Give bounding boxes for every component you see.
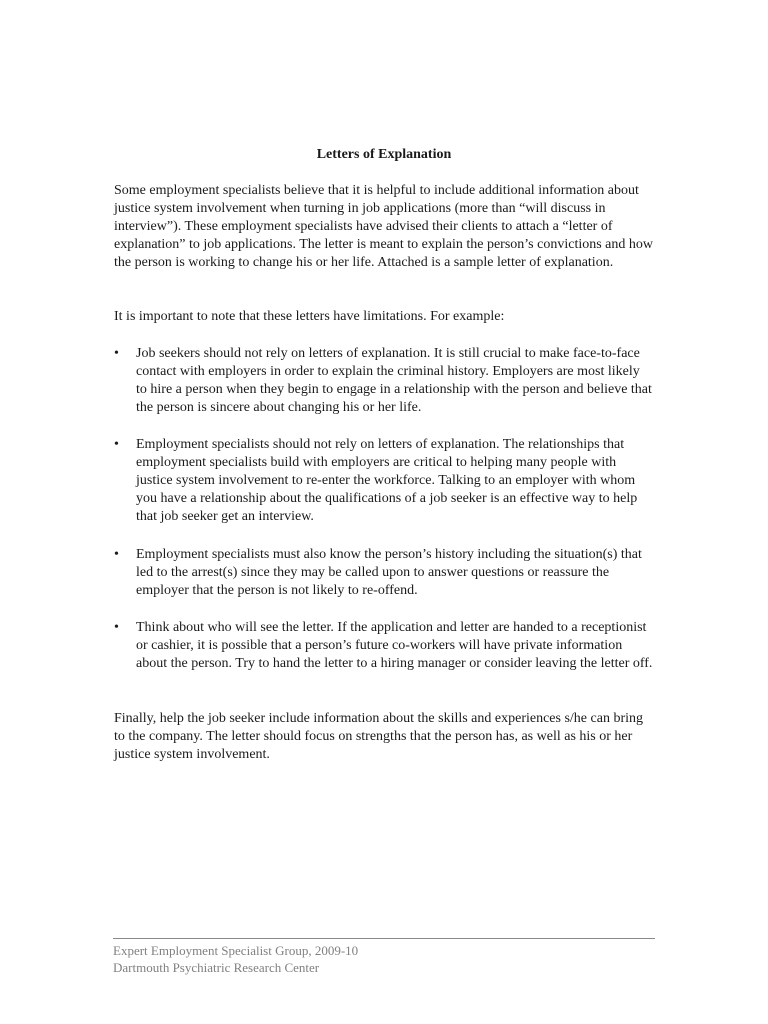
bullet-icon: • bbox=[114, 547, 119, 562]
limitations-paragraph: It is important to note that these letters have limitations. For example: bbox=[114, 309, 505, 324]
bullet-text: Think about who will see the letter. If the application and letter are handed to a receptionist or cashier, it is possible that a person’s future co-workers will have private information about the person. Try to hand the letter to a hiring manager or consider leaving the letter off. bbox=[136, 620, 653, 671]
footer-divider bbox=[113, 938, 655, 939]
closing-paragraph: Finally, help the job seeker include information about the skills and experiences s/he can bring to the company. The letter should focus on strengths that the person has, as well as his or her justice system involvement. bbox=[114, 711, 643, 762]
footer-organization: Expert Employment Specialist Group, 2009-10 bbox=[113, 943, 359, 958]
document-title: Letters of Explanation bbox=[316, 147, 452, 162]
bullet-icon: • bbox=[114, 346, 119, 361]
bullet-text: Job seekers should not rely on letters of explanation. It is still crucial to make face-to-face contact with employers in order to explain the criminal history. Employers are most likely to hire a person when they begin to engage in a relationship with the person and believe that the person is sincere about changing his or her life. bbox=[136, 346, 652, 415]
intro-paragraph: Some employment specialists believe that it is helpful to include additional information about justice system involvement when turning in job applications (more than “will discuss in interview”). These employment specialists have advised their clients to attach a “letter of explanation” to job applications. The letter is meant to explain the person’s convictions and how the person is working to change his or her life. Attached is a sample letter of explanation. bbox=[114, 183, 653, 270]
bullet-icon: • bbox=[114, 437, 119, 452]
footer-institution: Dartmouth Psychiatric Research Center bbox=[113, 960, 320, 975]
bullet-text: Employment specialists should not rely on letters of explanation. The relationships that employment specialists build with employers are critical to helping many people with justice system involvement to re-enter the workforce. Talking to an employer with whom you have a relationship about the qualifications of a job seeker is an effective way to help that job seeker get an interview. bbox=[136, 437, 638, 524]
bullet-icon: • bbox=[114, 620, 119, 635]
bullet-text: Employment specialists must also know the person’s history including the situation(s) that led to the arrest(s) since they may be called upon to answer questions or reassure the employer that the person is not likely to re-offend. bbox=[136, 547, 642, 598]
